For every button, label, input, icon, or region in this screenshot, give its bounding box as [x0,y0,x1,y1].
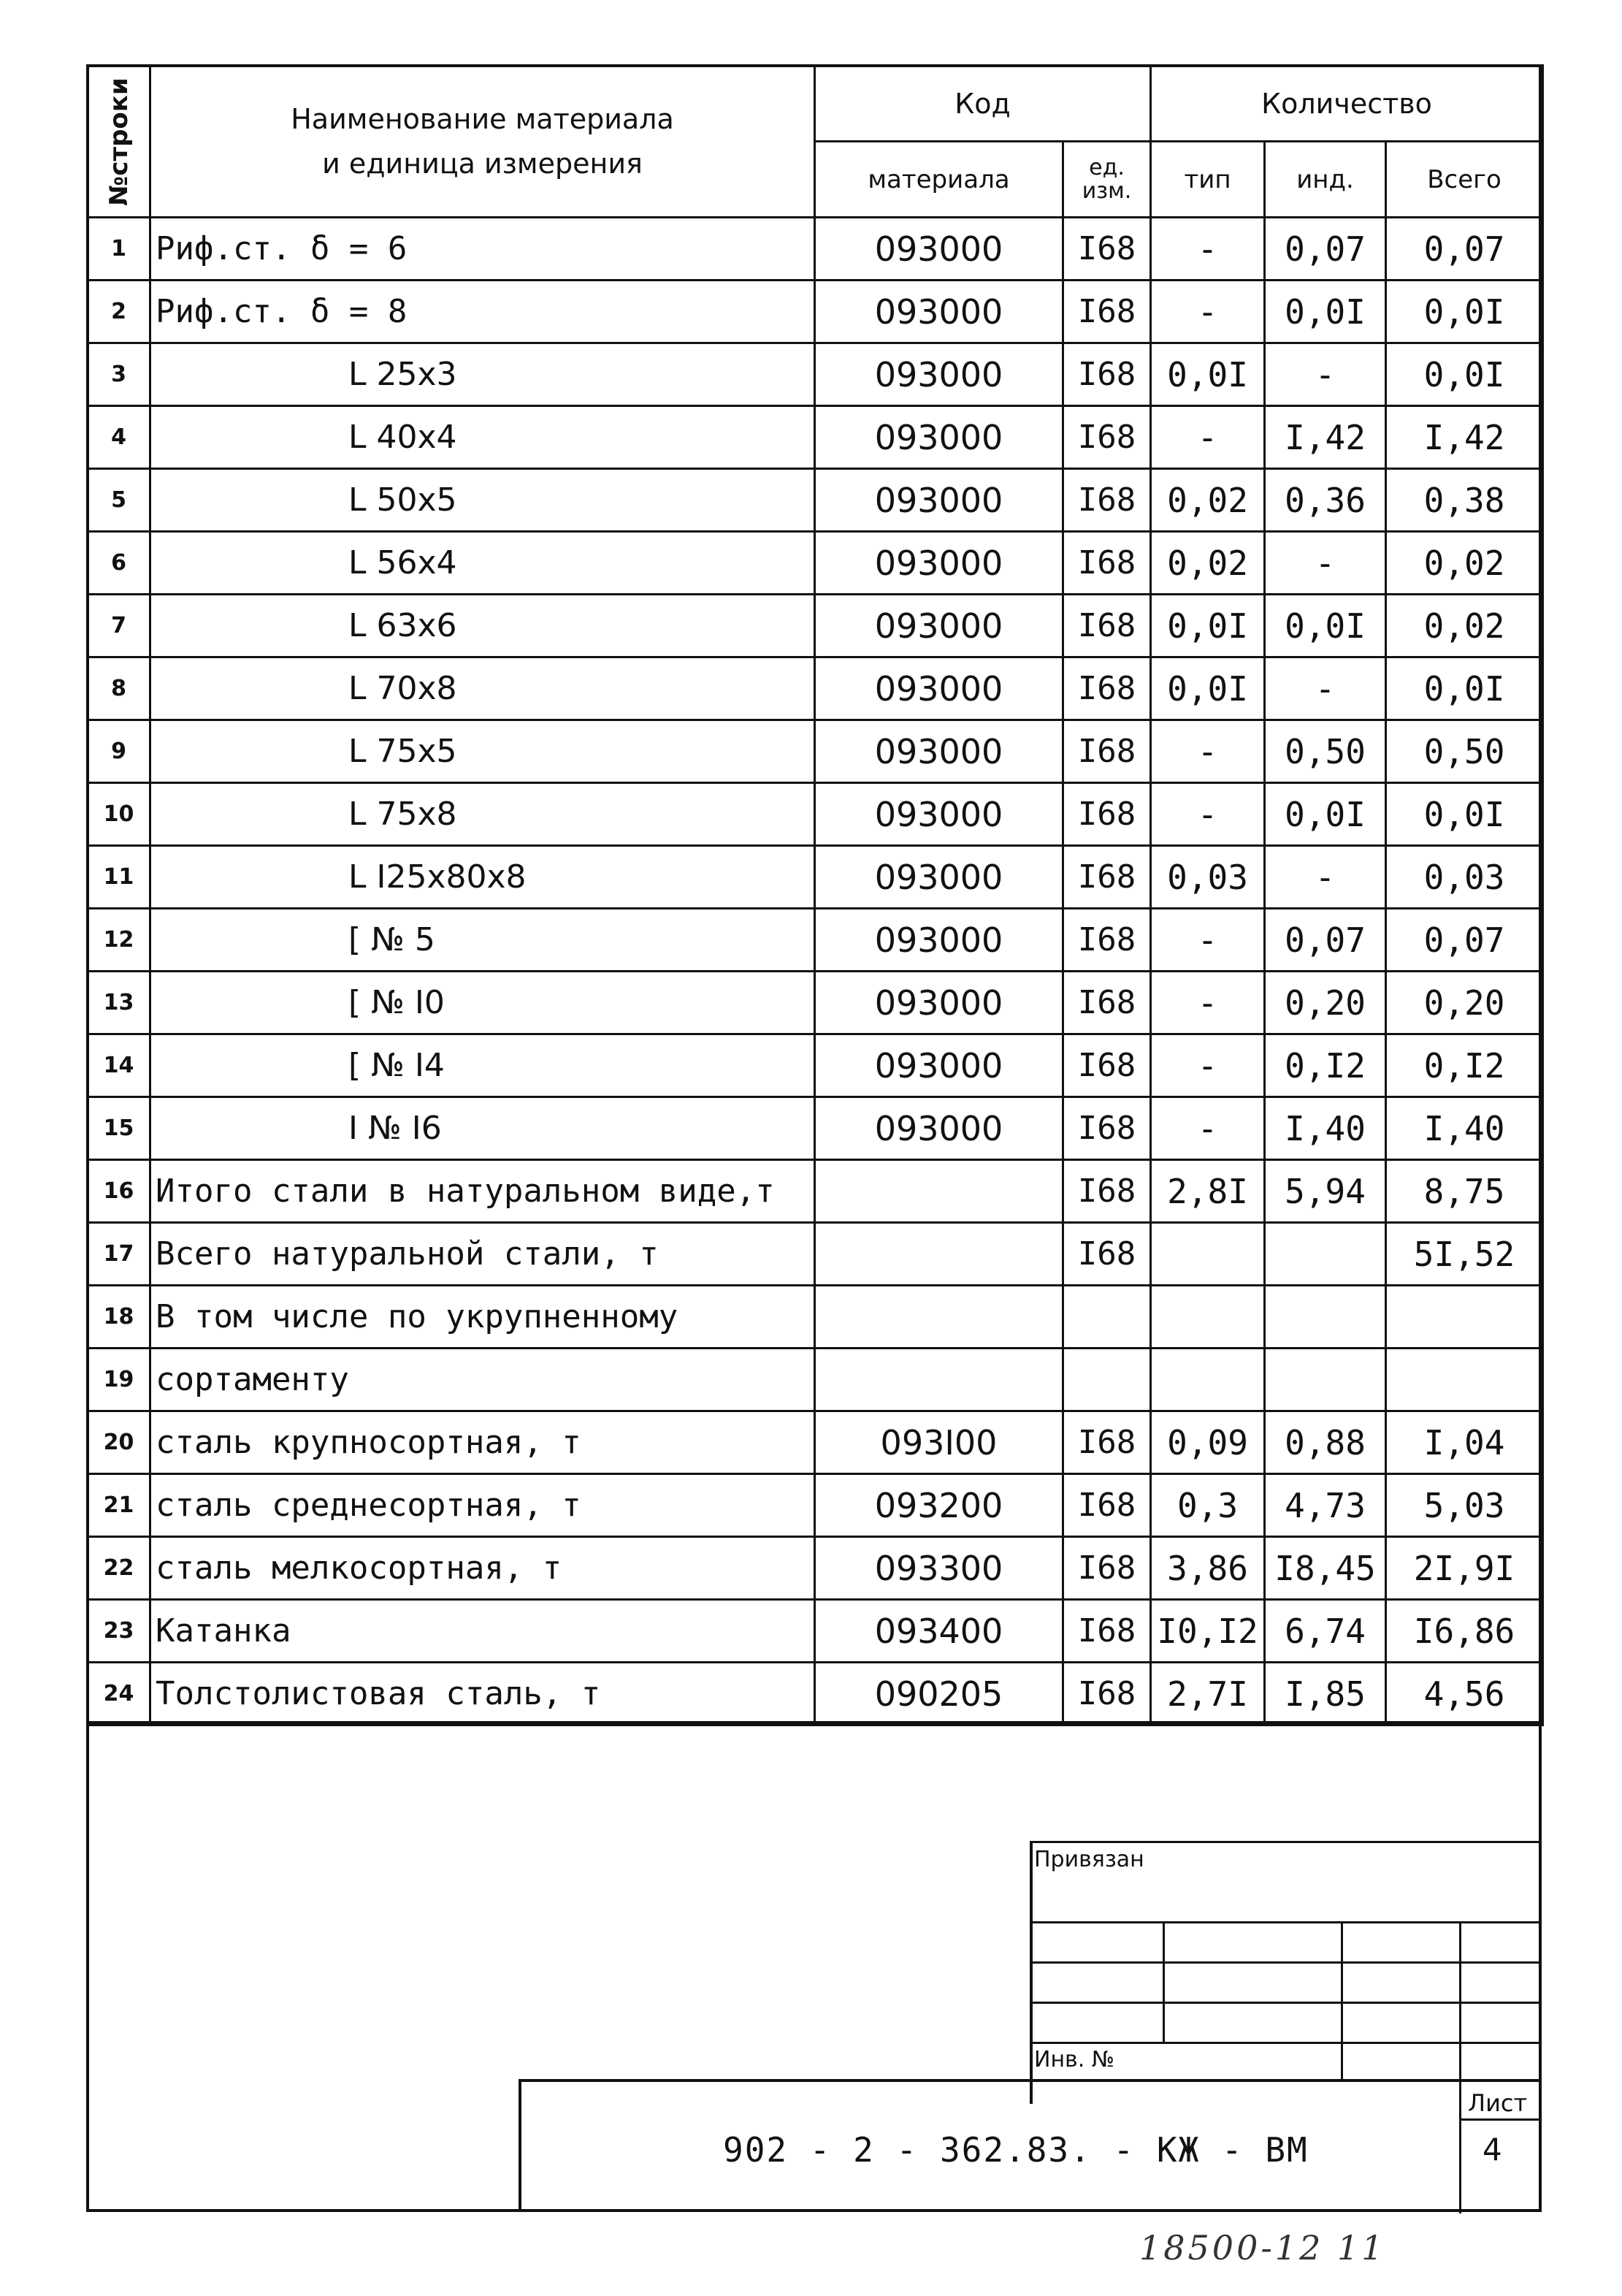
qty-type-cell: 3,86 [1151,1537,1265,1600]
material-name-cell: сортаменту [150,1349,815,1411]
qty-type-cell: - [1151,1097,1265,1160]
row-number-cell: 2 [88,281,150,343]
quantity-header: Количество [1151,66,1543,142]
row-number-cell: 3 [88,343,150,406]
material-name-cell: Риф.ст. δ = 6 [150,218,815,281]
document-code: 902 - 2 - 362.83. - КЖ - ВМ [723,2130,1309,2170]
material-name-cell: L I25x80x8 [150,846,815,909]
qty-total-cell: 2I,9I [1386,1537,1543,1600]
material-code-cell: 093000 [815,218,1063,281]
material-name-cell: L 70x8 [150,657,815,720]
material-name-cell: L 40x4 [150,406,815,469]
qty-ind-cell: - [1265,846,1386,909]
row-number-cell: 16 [88,1160,150,1223]
material-code-cell: 093000 [815,406,1063,469]
qty-ind-cell: 0,50 [1265,720,1386,783]
row-number-cell: 22 [88,1537,150,1600]
row-number-cell: 24 [88,1663,150,1725]
qty-type-cell: - [1151,972,1265,1034]
material-name-cell: L 25x3 [150,343,815,406]
unit-code-cell: I68 [1063,469,1151,532]
qty-total-cell: 0,0I [1386,281,1543,343]
row-number-cell: 20 [88,1411,150,1474]
material-name-cell: L 75x5 [150,720,815,783]
qty-ind-cell: I8,45 [1265,1537,1386,1600]
qty-total-cell: 8,75 [1386,1160,1543,1223]
unit-code-cell: I68 [1063,1097,1151,1160]
material-name-cell: Риф.ст. δ = 8 [150,281,815,343]
unit-code-cell: I68 [1063,1600,1151,1663]
material-code-cell: 093200 [815,1474,1063,1537]
unit-code-cell: I68 [1063,720,1151,783]
unit-code-cell: I68 [1063,1474,1151,1537]
unit-code-cell: I68 [1063,657,1151,720]
bound-label: Привязан [1034,1847,1144,1872]
qty-ind-cell: 5,94 [1265,1160,1386,1223]
ind-header: инд. [1265,142,1386,218]
qty-ind-cell: - [1265,343,1386,406]
row-number-cell: 18 [88,1286,150,1349]
material-name-cell: Толстолистовая сталь, т [150,1663,815,1725]
qty-type-cell: 0,0I [1151,343,1265,406]
qty-ind-cell: 0,20 [1265,972,1386,1034]
unit-header: ед. изм. [1063,142,1151,218]
qty-total-cell: 0,20 [1386,972,1543,1034]
qty-total-cell: 5I,52 [1386,1223,1543,1286]
material-name-cell: L 50x5 [150,469,815,532]
unit-code-cell: I68 [1063,532,1151,595]
qty-ind-cell: 0,07 [1265,909,1386,972]
material-code-cell: 093000 [815,595,1063,657]
unit-code-cell: I68 [1063,1223,1151,1286]
qty-total-cell: 4,56 [1386,1663,1543,1725]
qty-ind-cell: - [1265,532,1386,595]
row-number-cell: 12 [88,909,150,972]
qty-type-cell: - [1151,218,1265,281]
material-code-cell: 093300 [815,1537,1063,1600]
row-number-cell: 9 [88,720,150,783]
qty-total-cell: I,04 [1386,1411,1543,1474]
row-number-cell: 14 [88,1034,150,1097]
code-header: Код [815,66,1151,142]
material-code-cell: 093000 [815,909,1063,972]
row-number-cell: 23 [88,1600,150,1663]
material-code-cell: 093000 [815,1034,1063,1097]
material-code-cell: 093000 [815,657,1063,720]
material-code-cell: 093000 [815,846,1063,909]
unit-code-cell: I68 [1063,218,1151,281]
qty-total-cell: 0,0I [1386,783,1543,846]
unit-code-cell: I68 [1063,846,1151,909]
material-code-cell: 093000 [815,720,1063,783]
qty-type-cell: 0,0I [1151,595,1265,657]
material-name-cell: L 63x6 [150,595,815,657]
material-name-cell: I № I6 [150,1097,815,1160]
qty-type-cell: 0,3 [1151,1474,1265,1537]
material-name-cell: сталь мелкосортная, т [150,1537,815,1600]
material-code-cell: 093000 [815,1097,1063,1160]
unit-code-cell: I68 [1063,1411,1151,1474]
qty-ind-cell: 0,07 [1265,218,1386,281]
material-code-cell: 093000 [815,532,1063,595]
material-name-header: Наименование материала и единица измерения [150,66,815,218]
qty-ind-cell: 0,0I [1265,595,1386,657]
total-header: Всего [1386,142,1543,218]
unit-code-cell: I68 [1063,1537,1151,1600]
material-code-header: материала [815,142,1063,218]
material-name-cell: сталь среднесортная, т [150,1474,815,1537]
qty-type-cell: - [1151,281,1265,343]
sheet-number: 4 [1483,2132,1502,2167]
table-frame [86,64,1542,2212]
qty-type-cell: I0,I2 [1151,1600,1265,1663]
row-number-header: №строки [88,66,150,218]
material-code-cell: 093000 [815,972,1063,1034]
material-code-cell: 093I00 [815,1411,1063,1474]
qty-total-cell: I6,86 [1386,1600,1543,1663]
material-name-cell: [ № 5 [150,909,815,972]
unit-code-cell: I68 [1063,1034,1151,1097]
material-name-cell: Всего натуральной стали, т [150,1223,815,1286]
qty-ind-cell: 0,I2 [1265,1034,1386,1097]
qty-ind-cell: I,85 [1265,1663,1386,1725]
material-name-cell: L 56x4 [150,532,815,595]
inventory-number-label: Инв. № [1034,2047,1115,2072]
qty-type-cell: - [1151,783,1265,846]
qty-type-cell: - [1151,1034,1265,1097]
qty-ind-cell: - [1265,657,1386,720]
qty-type-cell: 0,02 [1151,532,1265,595]
qty-type-cell: 0,0I [1151,657,1265,720]
row-number-cell: 7 [88,595,150,657]
row-number-cell: 6 [88,532,150,595]
qty-total-cell: I,42 [1386,406,1543,469]
qty-total-cell: I,40 [1386,1097,1543,1160]
qty-total-cell: 0,02 [1386,532,1543,595]
qty-total-cell: 0,50 [1386,720,1543,783]
material-code-cell: 093000 [815,783,1063,846]
row-number-cell: 8 [88,657,150,720]
material-code-cell: 093000 [815,281,1063,343]
row-number-cell: 4 [88,406,150,469]
qty-total-cell: 0,02 [1386,595,1543,657]
row-number-cell: 17 [88,1223,150,1286]
qty-type-cell: - [1151,909,1265,972]
qty-type-cell: - [1151,406,1265,469]
material-code-cell: 093000 [815,343,1063,406]
qty-total-cell: 0,I2 [1386,1034,1543,1097]
qty-total-cell: 0,03 [1386,846,1543,909]
row-number-cell: 10 [88,783,150,846]
qty-ind-cell: 0,0I [1265,281,1386,343]
material-name-cell: Итого стали в натуральном виде,т [150,1160,815,1223]
qty-type-cell: 2,7I [1151,1663,1265,1725]
row-number-cell: 15 [88,1097,150,1160]
sheet-label: Лист [1468,2089,1528,2117]
row-number-cell: 1 [88,218,150,281]
material-code-cell: 093000 [815,469,1063,532]
qty-total-cell: 0,38 [1386,469,1543,532]
unit-code-cell: I68 [1063,343,1151,406]
qty-total-cell: 0,0I [1386,343,1543,406]
unit-code-cell: I68 [1063,909,1151,972]
qty-ind-cell: I,40 [1265,1097,1386,1160]
qty-ind-cell: I,42 [1265,406,1386,469]
material-name-cell: сталь крупносортная, т [150,1411,815,1474]
unit-code-cell: I68 [1063,972,1151,1034]
unit-code-cell: I68 [1063,595,1151,657]
row-number-cell: 5 [88,469,150,532]
qty-ind-cell: 0,0I [1265,783,1386,846]
qty-type-cell: 0,09 [1151,1411,1265,1474]
material-name-cell: Катанка [150,1600,815,1663]
row-number-cell: 11 [88,846,150,909]
qty-type-cell: - [1151,720,1265,783]
qty-total-cell: 0,07 [1386,218,1543,281]
qty-total-cell: 0,0I [1386,657,1543,720]
unit-code-cell: I68 [1063,1663,1151,1725]
qty-type-cell: 0,02 [1151,469,1265,532]
row-number-cell: 19 [88,1349,150,1411]
unit-code-cell: I68 [1063,1160,1151,1223]
qty-total-cell: 0,07 [1386,909,1543,972]
qty-ind-cell: 6,74 [1265,1600,1386,1663]
material-name-cell: [ № I4 [150,1034,815,1097]
material-code-cell: 090205 [815,1663,1063,1725]
unit-code-cell: I68 [1063,783,1151,846]
unit-code-cell: I68 [1063,281,1151,343]
qty-type-cell: 0,03 [1151,846,1265,909]
handwritten-note: 18500-12 11 [1139,2228,1386,2268]
material-name-cell: L 75x8 [150,783,815,846]
row-number-cell: 21 [88,1474,150,1537]
material-name-cell: В том числе по укрупненному [150,1286,815,1349]
qty-total-cell: 5,03 [1386,1474,1543,1537]
type-header: тип [1151,142,1265,218]
qty-ind-cell: 4,73 [1265,1474,1386,1537]
material-code-cell: 093400 [815,1600,1063,1663]
qty-type-cell: 2,8I [1151,1160,1265,1223]
qty-ind-cell: 0,36 [1265,469,1386,532]
row-number-cell: 13 [88,972,150,1034]
qty-ind-cell: 0,88 [1265,1411,1386,1474]
material-name-cell: [ № I0 [150,972,815,1034]
unit-code-cell: I68 [1063,406,1151,469]
